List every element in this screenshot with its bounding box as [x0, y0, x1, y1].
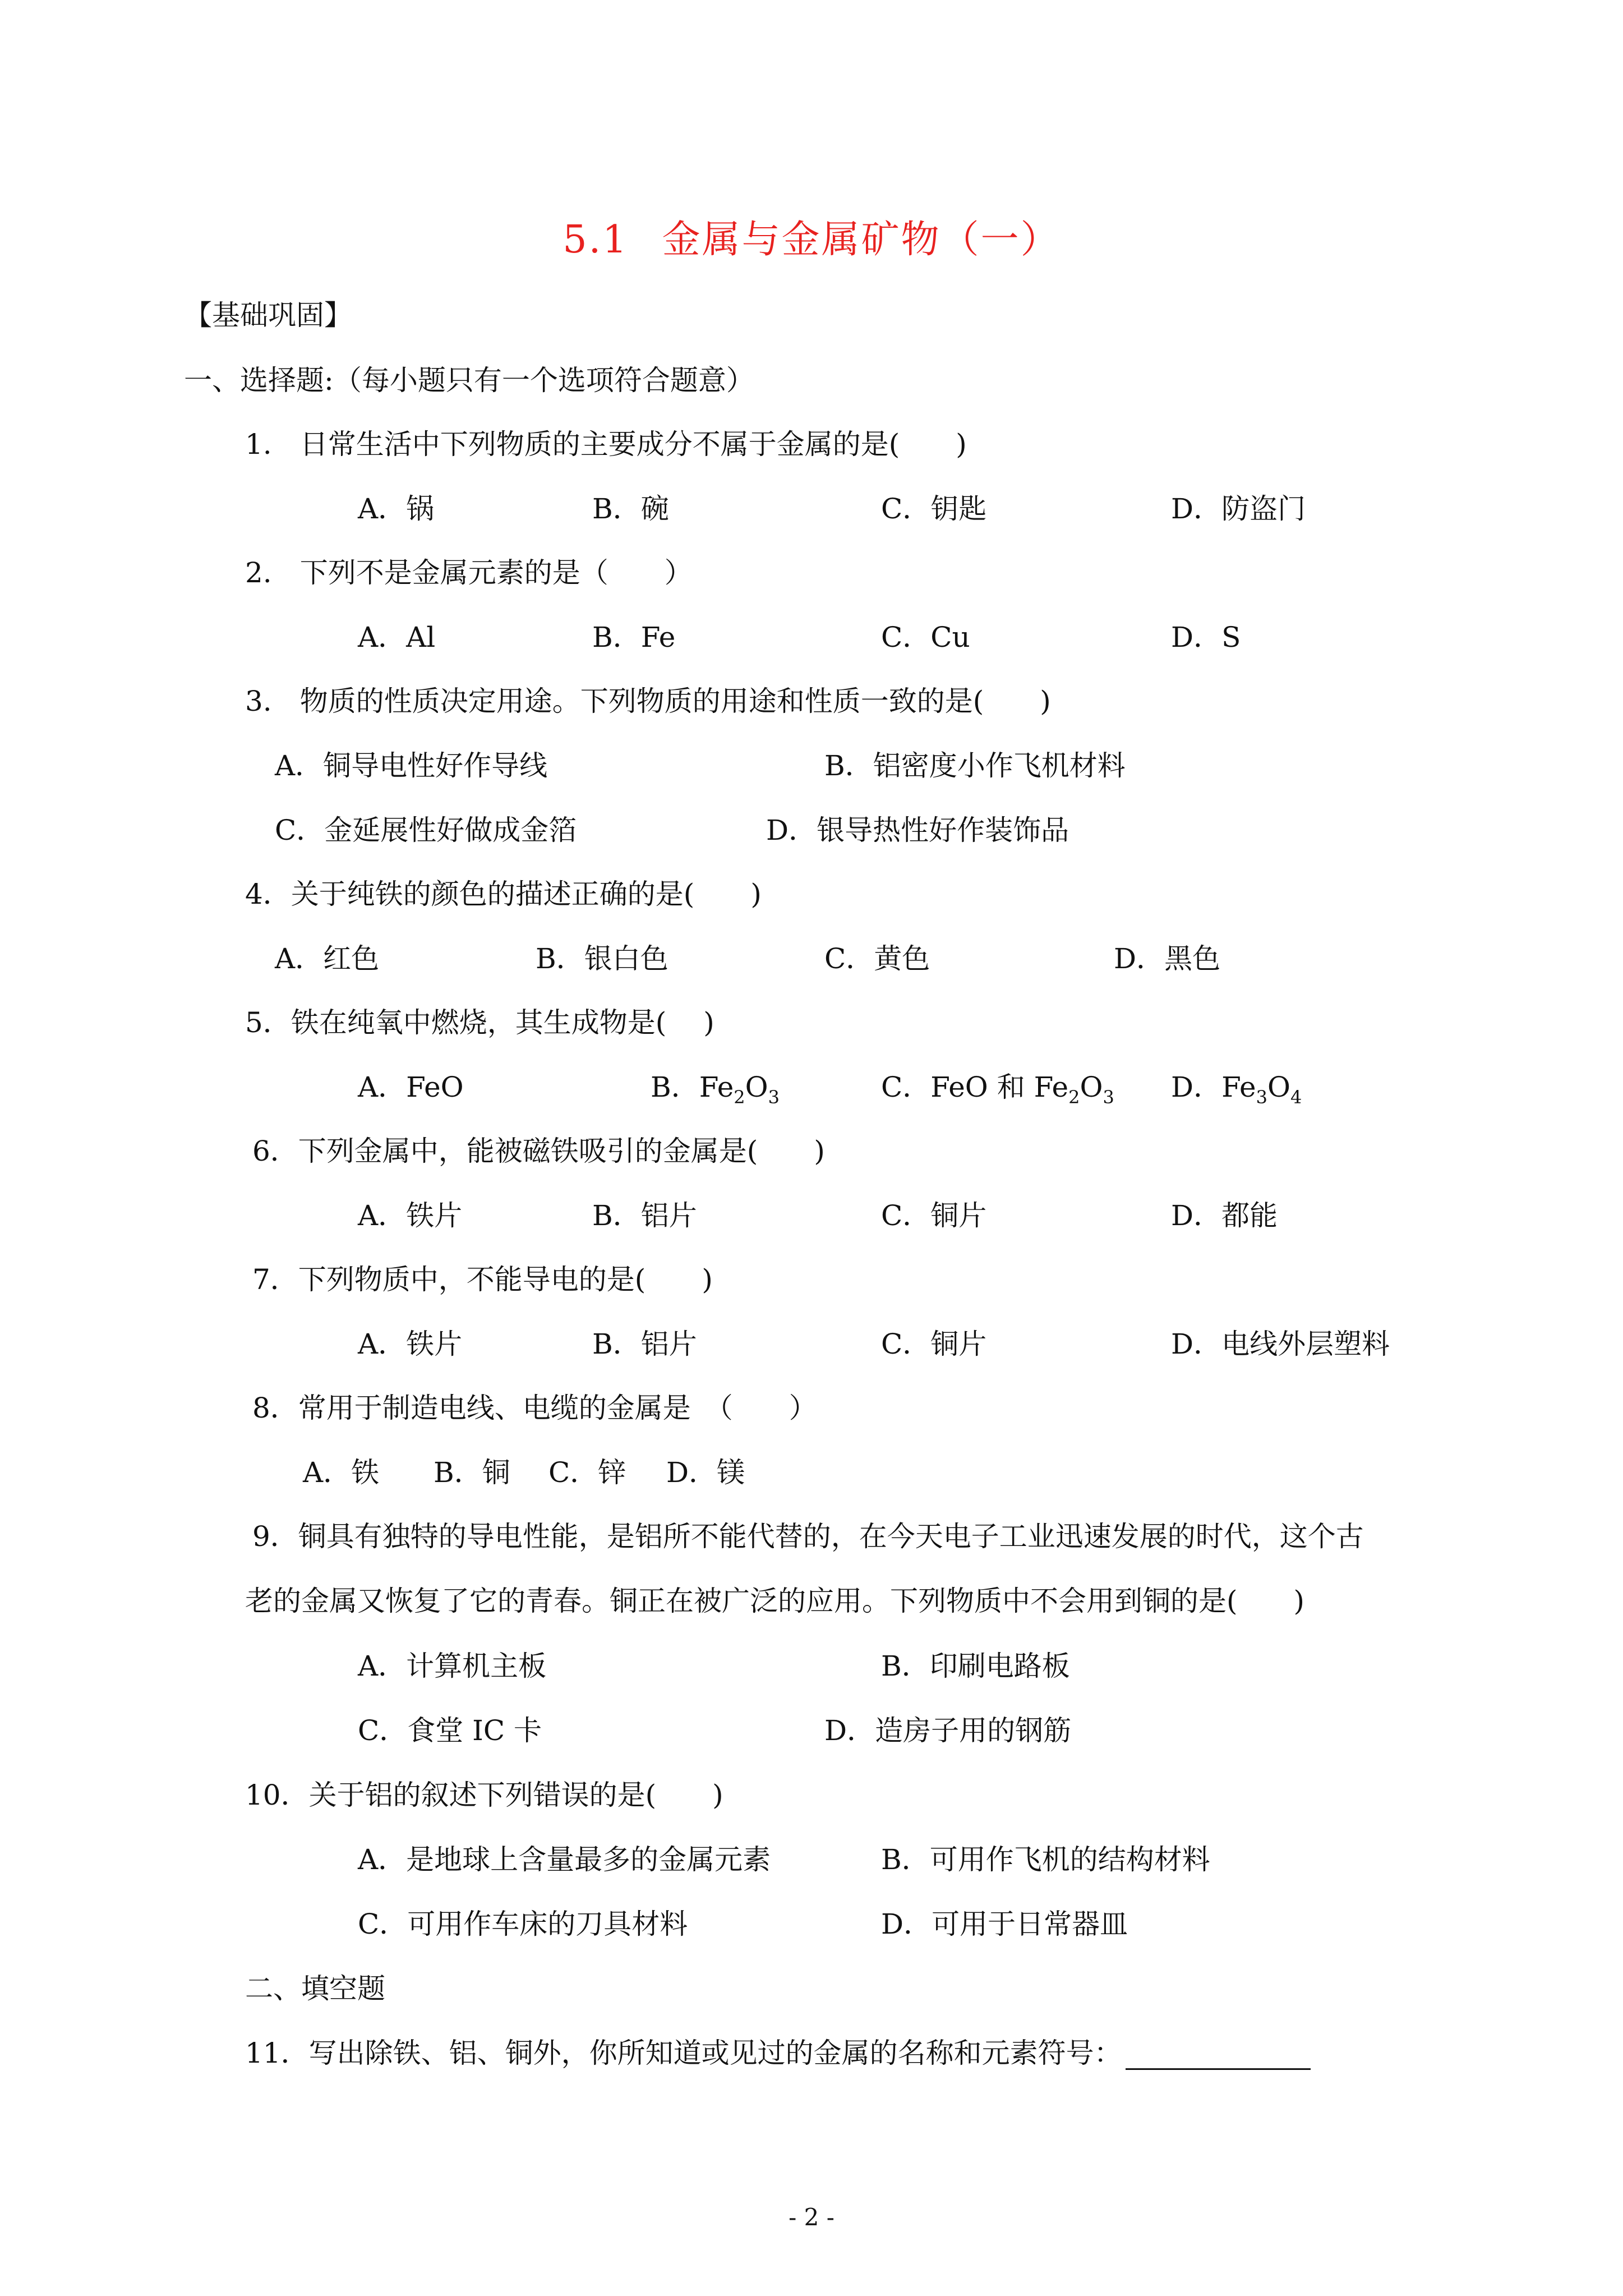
- answer-blank[interactable]: [1126, 2040, 1311, 2070]
- q3-option-c: C．金延展性好做成金箔: [275, 814, 577, 846]
- q5-option-a: A．FeO: [358, 1071, 464, 1103]
- q8-option-c: C．锌: [548, 1456, 626, 1489]
- q2-option-a: A．Al: [358, 621, 436, 654]
- question-5-stem: 5．铁在纯氧中燃烧，其生成物是( ): [245, 1006, 714, 1039]
- q2-option-b: B．Fe: [592, 621, 676, 654]
- part1-heading: 一、选择题:（每小题只有一个选项符合题意）: [184, 364, 754, 397]
- q7-option-d: D．电线外层塑料: [1171, 1328, 1390, 1360]
- q7-option-b: B．铝片: [592, 1328, 697, 1360]
- q5-c-label: C．FeO 和 Fe: [881, 1071, 1069, 1103]
- q3-option-d: D．银导热性好作装饰品: [766, 814, 1069, 846]
- q9-option-a: A．计算机主板: [358, 1650, 547, 1682]
- q1-option-b: B．碗: [592, 493, 669, 525]
- q1-option-c: C．钥匙: [881, 493, 987, 525]
- q5-d-sub-2: 4: [1290, 1087, 1302, 1108]
- q1-option-d: D．防盗门: [1171, 493, 1306, 525]
- q10-option-a: A．是地球上含量最多的金属元素: [358, 1843, 771, 1876]
- q5-c-sub-2: 3: [1103, 1087, 1114, 1108]
- q6-option-c: C．铜片: [881, 1199, 987, 1232]
- q10-option-b: B．可用作飞机的结构材料: [881, 1843, 1210, 1876]
- q9-option-c: C．食堂 IC 卡: [358, 1714, 542, 1747]
- q6-option-a: A．铁片: [358, 1199, 463, 1232]
- q5-option-c: [881, 1070, 1114, 1108]
- q5-d-sub-1: 3: [1256, 1087, 1267, 1108]
- question-6-stem: 6．下列金属中，能被磁铁吸引的金属是( ): [252, 1135, 825, 1167]
- q4-option-a: A．红色: [275, 942, 380, 975]
- question-10-stem: 10．关于铝的叙述下列错误的是( ): [245, 1779, 723, 1811]
- page-title: [0, 218, 1623, 263]
- question-4-stem: 4．关于纯铁的颜色的描述正确的是( ): [245, 878, 762, 910]
- q5-option-d: [1171, 1070, 1302, 1108]
- q6-option-d: D．都能: [1171, 1199, 1278, 1232]
- question-1-stem: 1. 日常生活中下列物质的主要成分不属于金属的是( ): [245, 428, 967, 461]
- question-9-stem-line-1: 9．铜具有独特的导电性能，是铝所不能代替的，在今天电子工业迅速发展的时代，这个古: [252, 1520, 1364, 1553]
- title-text: 金属与金属矿物（一）: [662, 218, 1061, 262]
- q5-b-sub-1: 2: [734, 1087, 745, 1108]
- q8-option-b: B．铜: [434, 1456, 510, 1489]
- question-8-stem: 8．常用于制造电线、电缆的金属是 （ ）: [252, 1392, 817, 1424]
- question-9-stem-line-2: 老的金属又恢复了它的青春。铜正在被广泛的应用。下列物质中不会用到铜的是( ): [245, 1585, 1305, 1617]
- q6-option-b: B．铝片: [592, 1199, 697, 1232]
- q5-d-label: D．Fe: [1171, 1071, 1256, 1103]
- q5-c-sub-1: 2: [1068, 1087, 1080, 1108]
- q1-option-a: A．锅: [358, 493, 435, 525]
- question-2-stem: 2. 下列不是金属元素的是（ ）: [245, 556, 693, 589]
- question-3-stem: 3. 物质的性质决定用途。下列物质的用途和性质一致的是( ): [245, 685, 1051, 717]
- question-11: [245, 2036, 1311, 2070]
- q2-option-d: D．S: [1171, 621, 1241, 654]
- q5-option-b: [651, 1070, 780, 1108]
- q4-option-d: D．黑色: [1114, 942, 1221, 975]
- q7-option-c: C．铜片: [881, 1328, 987, 1360]
- q5-b-o: O: [745, 1071, 768, 1103]
- q5-c-o: O: [1080, 1071, 1103, 1103]
- q4-option-b: B．银白色: [536, 942, 668, 975]
- q10-option-c: C．可用作车床的刀具材料: [358, 1908, 688, 1940]
- q7-option-a: A．铁片: [358, 1328, 463, 1360]
- q4-option-c: C．黄色: [824, 942, 930, 975]
- section-basic: 【基础巩固】: [184, 299, 352, 332]
- q3-option-a: A．铜导电性好作导线: [275, 749, 548, 782]
- q5-b-label: B．Fe: [651, 1071, 734, 1103]
- page-number: - 2 -: [789, 2203, 834, 2231]
- q5-d-o: O: [1267, 1071, 1290, 1103]
- part2-heading: 二、填空题: [245, 1972, 385, 2005]
- q9-option-d: D．造房子用的钢筋: [824, 1714, 1072, 1747]
- q9-option-b: B．印刷电路板: [881, 1650, 1070, 1682]
- q3-option-b: B．铝密度小作飞机材料: [824, 749, 1126, 782]
- q8-option-d: D．镁: [666, 1456, 745, 1489]
- question-11-stem: 11．写出除铁、铝、铜外，你所知道或见过的金属的名称和元素符号：: [245, 2037, 1122, 2069]
- q8-option-a: A．铁: [303, 1456, 380, 1489]
- q2-option-c: C．Cu: [881, 621, 970, 654]
- q5-b-sub-2: 3: [768, 1087, 780, 1108]
- title-number: 5.1: [562, 218, 629, 262]
- q10-option-d: D．可用于日常器皿: [881, 1908, 1128, 1940]
- question-7-stem: 7．下列物质中，不能导电的是( ): [252, 1263, 713, 1296]
